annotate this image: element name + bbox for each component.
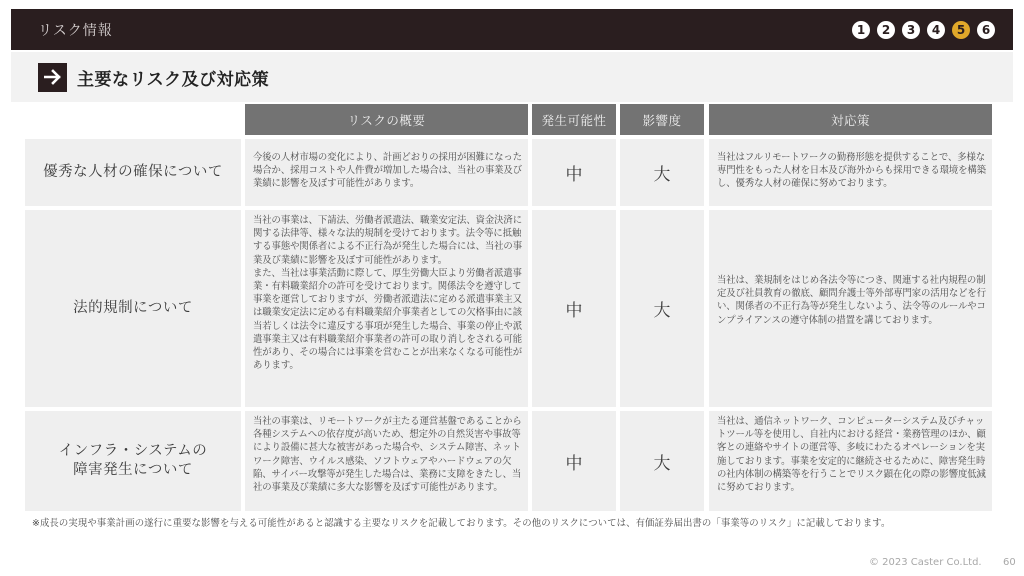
risk-summary-legal: 当社の事業は、下請法、労働者派遣法、職業安定法、資金決済に関する法律等、様々な法的規制を受けております。法令等に抵触する事態や関係者による不正行為が発生した場合には、当社の事業及び業績に影響を及ぼす可能性があります。 また、当社は事業活動に際して、厚生労働大臣より労働者派遣事業・有料職業紹介の許可を受けております。関係法令を遵守して事業を運営しておりますが、労働者派遣法に定める派遣事業主又は職業安定法に定める有料職業紹介事業者としての欠格事由に該当若しくは法令に違反する事項が発生した場合、事業の停止や派遣事業主又は有料職業紹介事業者の許可の取り消しをされる可能性があり、その場合には事業を営むことが出来なくなる可能性があります。: [245, 210, 528, 407]
copyright: © 2023 Caster Co.Ltd.: [869, 557, 982, 568]
impact-infrastructure: 大: [620, 411, 704, 511]
likelihood-infrastructure: 中: [532, 411, 616, 511]
countermeasure-legal: 当社は、業規制をはじめ各法令等につき、関連する社内規程の制定及び社員教育の徹底、顧問弁護士等外部専門家の活用などを行い、関係者の不正行為等が発生しないよう、法令等のルールやコンプライアンスの遵守体制の措置を講じております。: [709, 210, 992, 407]
risk-summary-infrastructure: 当社の事業は、リモートワークが主たる運営基盤であることから各種システムへの依存度が高いため、想定外の自然災害や事故等により設備に甚大な被害があった場合や、システム障害、ネットワーク障害、ウイルス感染、ソフトウェアやハードウェアの欠陥、サイバー攻撃等が発生した場合は、業務に支障をきたし、当社の事業及び業績に多大な影響を及ぼす可能性があります。: [245, 411, 528, 511]
section-heading: [11, 52, 1013, 102]
row-label-legal: 法的規制について: [25, 210, 241, 407]
column-header-countermeasure: 対応策: [709, 104, 992, 135]
step-2: 2: [877, 21, 895, 39]
step-3: 3: [902, 21, 920, 39]
step-indicator: [852, 21, 995, 39]
risk-summary-talent: 今後の人材市場の変化により、計画どおりの採用が困難になった場合か、採用コストや人件費が増加した場合は、当社の事業及び業績に影響を及ぼす可能性があります。: [245, 139, 528, 206]
header-bar: [11, 9, 1013, 50]
step-6: 6: [977, 21, 995, 39]
header-title: リスク情報: [38, 22, 113, 39]
column-header-impact: 影響度: [620, 104, 704, 135]
column-header-summary: リスクの概要: [245, 104, 528, 135]
step-4: 4: [927, 21, 945, 39]
impact-talent: 大: [620, 139, 704, 206]
step-5-active: 5: [952, 21, 970, 39]
countermeasure-infrastructure: 当社は、通信ネットワーク、コンピューターシステム及びチャットツール等を使用し、自社内における経営・業務管理のほか、顧客との連絡やサイトの運営等、多岐にわたるオペレーションを実施しております。事業を安定的に継続させるために、障害発生時の社内体制の構築等を行うことでリスク顕在化の際の影響度低減に努めております。: [709, 411, 992, 511]
impact-legal: 大: [620, 210, 704, 407]
page-number: 60: [1003, 557, 1016, 568]
likelihood-legal: 中: [532, 210, 616, 407]
page-title: 主要なリスク及び対応策: [77, 69, 270, 90]
likelihood-talent: 中: [532, 139, 616, 206]
footnote: ※成長の実現や事業計画の遂行に重要な影響を与える可能性があると認識する主要なリスクを記載しております。その他のリスクについては、有価証券届出書の「事業等のリスク」に記載しております。: [32, 518, 891, 529]
countermeasure-talent: 当社はフルリモートワークの勤務形態を提供することで、多様な専門性をもった人材を日本及び海外からも採用できる環境を構築し、優秀な人材の確保に努めております。: [709, 139, 992, 206]
step-1: 1: [852, 21, 870, 39]
row-label-talent: 優秀な人材の確保について: [25, 139, 241, 206]
column-header-likelihood: 発生可能性: [532, 104, 616, 135]
row-label-infrastructure: インフラ・システムの 障害発生について: [25, 411, 241, 511]
arrow-right-icon: [38, 63, 67, 92]
